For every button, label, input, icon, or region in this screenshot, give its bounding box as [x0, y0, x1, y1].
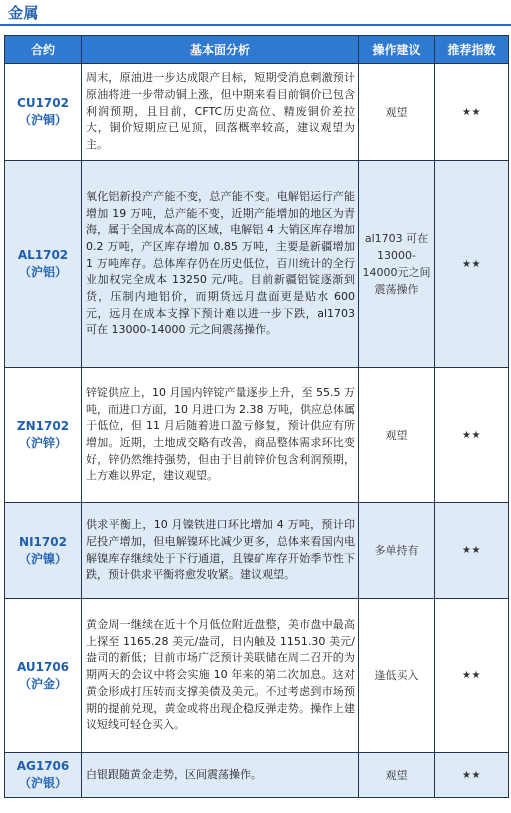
contract-cell	[5, 503, 82, 599]
header-rating: 推荐指数	[435, 36, 509, 64]
contract-name: （沪锌）	[18, 436, 67, 450]
header-advice: 操作建议	[359, 36, 435, 64]
header-contract: 合约	[5, 36, 82, 64]
contract-cell	[5, 368, 82, 503]
advice-cell: al1703 可在 13000-14000元之间震荡操作	[359, 161, 435, 368]
contract-name: （沪金）	[18, 676, 67, 691]
contract-name: （沪镍）	[18, 551, 67, 566]
advice-cell: 多单持有	[359, 503, 435, 599]
header-analysis: 基本面分析	[82, 36, 359, 64]
table-row-zn	[5, 368, 509, 503]
title-divider	[0, 24, 511, 26]
analysis-cell: 黄金周一继续在近十个月低位附近盘整，美市盘中最高上探至 1165.28 美元/盎司，日内触及 1151.30 美元/盎司的新低；目前市场广泛预计美联储在周二召开的为期两天的会议中将会实施 10 年来的第二次加息。这对黄金形成打压转而支撑美债及美元。不过考虑到市场预期的提前兑现，黄金或将出现企稳反弹走势。操作上建议短线可轻仓买入。	[82, 599, 359, 753]
contract-cell	[5, 161, 82, 368]
advice-cell: 观望	[359, 753, 435, 798]
advice-cell: 观望	[359, 368, 435, 503]
contract-name: （沪铝）	[18, 265, 67, 279]
contract-cell	[5, 599, 82, 753]
table-row-ag	[5, 753, 509, 798]
rating-stars: ★★	[435, 753, 509, 798]
rating-stars: ★★	[435, 64, 509, 161]
contract-code: CU1702	[17, 96, 69, 110]
table-row-ni	[5, 503, 509, 599]
rating-stars: ★★	[435, 161, 509, 368]
rating-stars: ★★	[435, 599, 509, 753]
analysis-cell: 周末，原油进一步达成限产目标，短期受消息刺激预计原油将进一步带动铜上涨，但中期来看目前铜价已包含利润预期，且目前，CFTC历史高位、精废铜价差拉大，铜价短期应已见顶，回落概率较高，建议观望为主。	[82, 64, 359, 161]
contract-name: （沪银）	[18, 776, 67, 790]
section-title: 金属	[8, 4, 40, 22]
table-row-al	[5, 161, 509, 368]
analysis-cell: 供求平衡上，10 月镍铁进口环比增加 4 万吨，预计印尼投产增加，但电解镍环比减少更多，总体来看国内电解镍库存继续处于下行通道，且镍矿库存开始季节性下跌，预计供求平衡将愈发收紧。建议观望。	[82, 503, 359, 599]
contract-code: AG1706	[16, 759, 70, 773]
table-row-au	[5, 599, 509, 753]
analysis-cell: 锌锭供应上，10 月国内锌锭产量逐步上升，至 55.5 万吨，而进口方面，10 月进口为 2.38 万吨，供应总体属于低位，但 11 月后随着进口盈亏修复，预计供应有所增加。近期，土地成交略有改善，商品整体需求环比变好，锌仍然维持强势，但由于目前锌价包含利润预期，上方难以界定，建议观望。	[82, 368, 359, 503]
analysis-cell: 氧化铝新投产产能不变，总产能不变。电解铝运行产能增加 19 万吨，总产能不变，近期产能增加的地区为青海，属于全国成本高的区域，电解铝 4 大销区库存增加 0.2 万吨，产区库存增加 0.85 万吨，主要是新疆增加 1 万吨库存。总体库存仍在历史低位，百川统计的全行业加权完全成本 13250 元/吨。目前新疆铝锭逐渐到货，压制内地铝价，而期货远月盘面更是贴水 600 元，远月在成本支撑下预计难以进一步下跌，al1703 可在 13000-14000 元之间震荡操作。	[82, 161, 359, 368]
contract-cell	[5, 753, 82, 798]
rating-stars: ★★	[435, 368, 509, 503]
contract-name: （沪铜）	[18, 113, 67, 127]
advice-cell: 逢低买入	[359, 599, 435, 753]
rating-stars: ★★	[435, 503, 509, 599]
metals-analysis-table	[4, 35, 509, 798]
contract-code: NI1702	[19, 534, 67, 549]
contract-code: AU1706	[16, 659, 70, 674]
advice-cell: 观望	[359, 64, 435, 161]
contract-cell	[5, 64, 82, 161]
table-header-row	[5, 36, 509, 64]
contract-code: AL1702	[17, 248, 69, 262]
contract-code: ZN1702	[16, 419, 70, 433]
analysis-cell: 白银跟随黄金走势，区间震荡操作。	[82, 753, 359, 798]
table-row-cu	[5, 64, 509, 161]
